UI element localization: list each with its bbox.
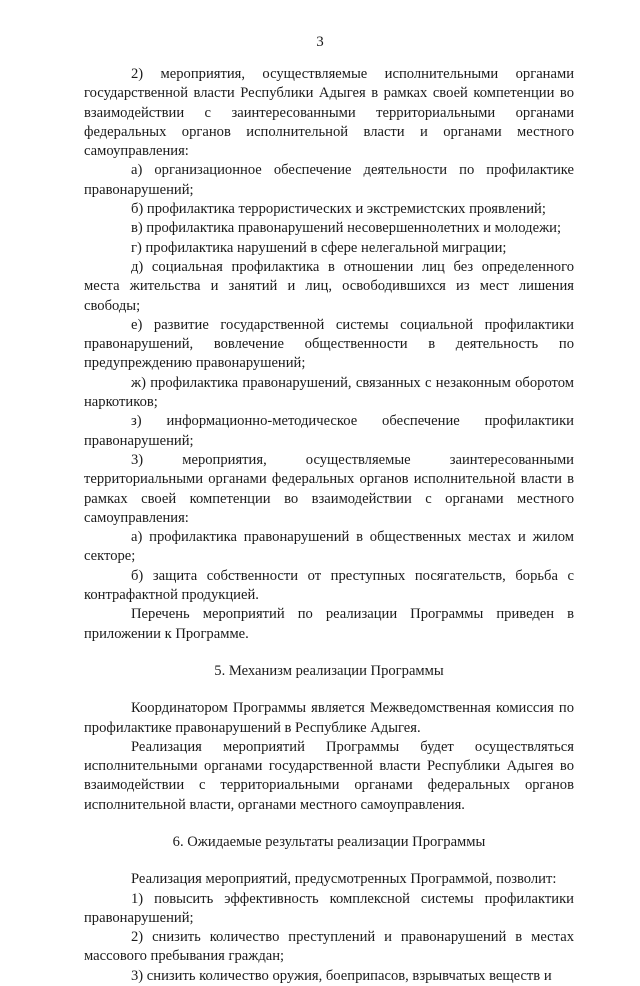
paragraph: ж) профилактика правонарушений, связанных с незаконным оборотом наркотиков; <box>84 374 574 411</box>
paragraph: Перечень мероприятий по реализации Программы приведен в приложении к Программе. <box>84 606 574 642</box>
paragraph: 1) повысить эффективность комплексной системы профилактики правонарушений; <box>84 890 574 926</box>
paragraph: а) профилактика правонарушений в общественных местах и жилом секторе; <box>84 529 574 565</box>
paragraph: д) социальная профилактика в отношении лиц без определенного места жительства и занятий и лиц, освободившихся из мест лишения свободы; <box>84 258 574 314</box>
paragraph: 3) мероприятия, осуществляемые заинтересованными территориальными органами федеральных органов исполнительной власти в рамках своей компетенции во взаимодействии с органами местного самоуправления: <box>84 451 574 526</box>
paragraph: Реализация мероприятий Программы будет осуществляться исполнительными органами государственной власти Республики Адыгея во взаимодействии с территориальными органами федеральных органов исполнительной власти, органами местного самоуправления. <box>84 738 574 813</box>
paragraph: 2) снизить количество преступлений и правонарушений в местах массового пребывания граждан; <box>84 929 574 965</box>
paragraph: Реализация мероприятий, предусмотренных Программой, позволит: <box>131 871 557 888</box>
paragraph: Координатором Программы является Межведомственная комиссия по профилактике правонарушений в Республике Адыгея. <box>84 700 574 736</box>
paragraph: 3) снизить количество оружия, боеприпасов, взрывчатых веществ и <box>131 967 552 984</box>
document-body <box>84 65 574 986</box>
page-number: 3 <box>316 34 324 50</box>
paragraph: а) организационное обеспечение деятельности по профилактике правонарушений; <box>84 162 574 198</box>
paragraph: в) профилактика правонарушений несовершеннолетних и молодежи; <box>131 220 562 237</box>
paragraph: з) информационно-методическое обеспечение профилактики правонарушений; <box>84 413 574 449</box>
paragraph: б) профилактика террористических и экстремистских проявлений; <box>131 201 546 218</box>
paragraph: е) развитие государственной системы социальной профилактики правонарушений, вовлечение общественности в деятельность по предупреждению правонарушений; <box>84 316 574 372</box>
paragraph: г) профилактика нарушений в сфере нелегальной миграции; <box>131 239 507 256</box>
section-heading: 6. Ожидаемые результаты реализации Программы <box>172 833 486 850</box>
paragraph: б) защита собственности от преступных посягательств, борьба с контрафактной продукцией. <box>84 567 574 604</box>
paragraph: 2) мероприятия, осуществляемые исполнительными органами государственной власти Республики Адыгея в рамках своей компетенции во взаимодействии с заинтересованными территориальными органами федеральных органов исполнительной власти и органами местного самоуправления: <box>84 66 574 160</box>
section-heading: 5. Механизм реализации Программы <box>214 662 444 679</box>
